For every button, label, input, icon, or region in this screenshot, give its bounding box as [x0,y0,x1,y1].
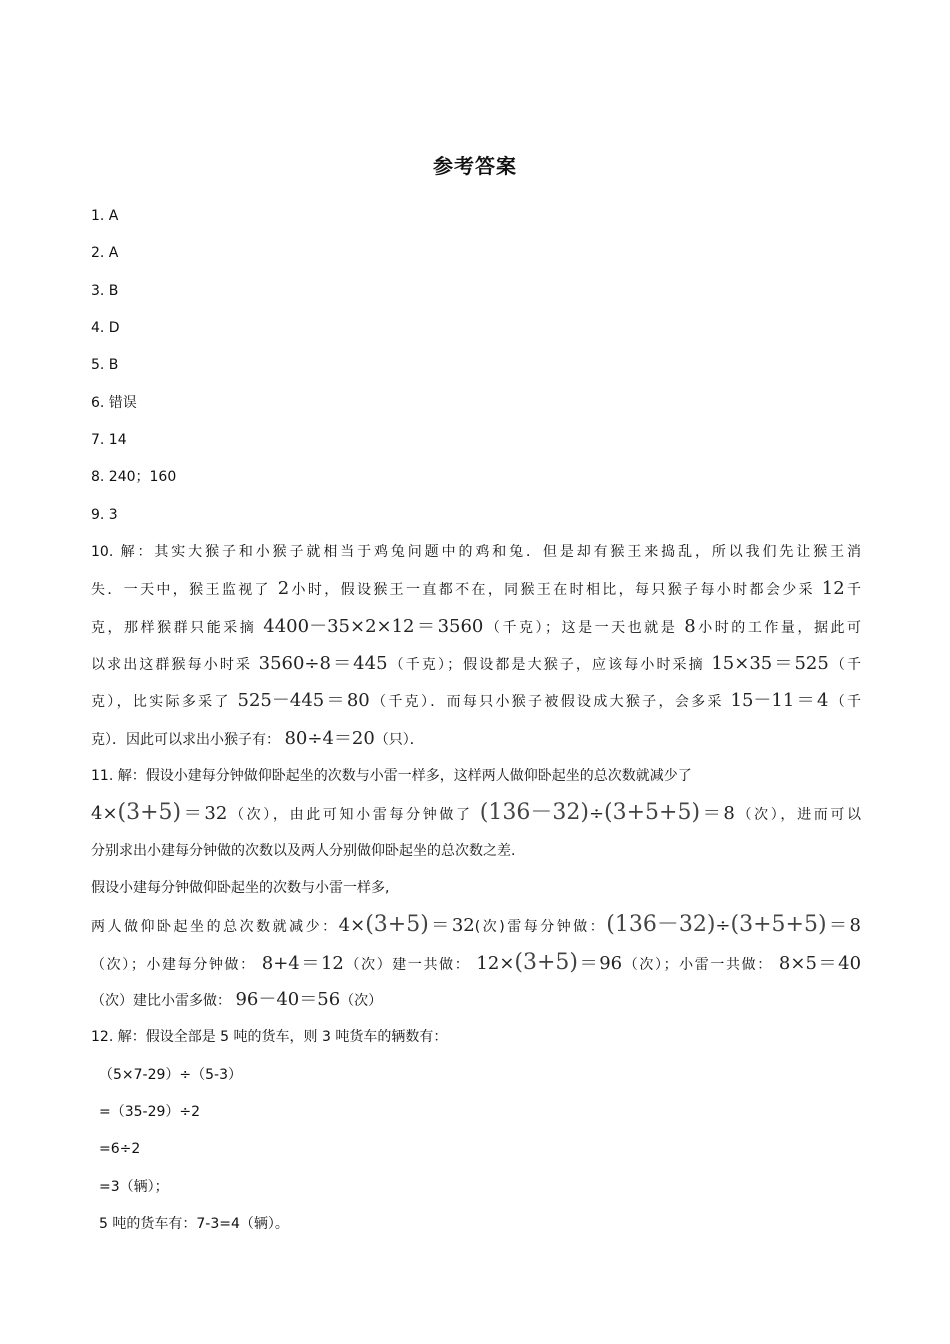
q12-line-4: =6÷2 [99,1141,141,1157]
q10-line-3: 克，那样猴群只能采摘 4400－35×2×12＝3560（千克）；这是一天也就是 8小时的工作量，据此可 [91,616,862,637]
answer-7: 7. 14 [91,432,127,448]
q11-line-5: 两人做仰卧起坐的总次数就减少：4×(3+5)＝32(次)雷每分钟做：(136－32)÷(3+5+5)＝8 [91,912,862,937]
page-title: 参考答案 [433,154,517,178]
q11-line-7: （次）建比小雷多做： 96－40＝56（次） [91,989,383,1010]
answer-8: 8. 240；160 [91,469,177,485]
answer-3: 3. B [91,283,119,299]
q10-line-5: 克），比实际多采了 525－445＝80（千克）．而每只小猴子被假设成大猴子，会多采 15－11＝4（千 [91,690,862,711]
q10-line-4: 以求出这群猴每小时采 3560÷8＝445（千克）；假设都是大猴子，应该每小时采摘 15×35＝525（千 [91,653,862,674]
q12-line-2: （5×7-29）÷（5-3） [99,1067,243,1083]
q11-line-1: 11. 解：假设小建每分钟做仰卧起坐的次数与小雷一样多，这样两人做仰卧起坐的总次数就减少了 [91,768,692,784]
q10-line-6: 克）．因此可以求出小猴子有： 80÷4＝20（只）． [91,728,424,749]
answer-2: 2. A [91,245,119,261]
q11-line-4: 假设小建每分钟做仰卧起坐的次数与小雷一样多, [91,880,390,896]
q12-line-6: 5 吨的货车有：7-3=4（辆）。 [99,1216,289,1232]
q11-line-2: 4×(3+5)＝32（次），由此可知小雷每分钟做了 (136－32)÷(3+5+5)＝8（次），进而可以 [91,800,862,825]
answer-5: 5. B [91,357,119,373]
q11-line-6: （次）；小建每分钟做： 8+4＝12（次）建一共做： 12×(3+5)＝96（次）；小雷一共做： 8×5＝40 [91,950,862,975]
q12-line-1: 12. 解：假设全部是 5 吨的货车，则 3 吨货车的辆数有： [91,1029,448,1045]
answer-9: 9. 3 [91,507,118,523]
q10-line-1: 10. 解：其实大猴子和小猴子就相当于鸡兔问题中的鸡和兔．但是却有猴王来捣乱，所以我们先让猴王消 [91,544,861,560]
answer-6: 6. 错误 [91,395,137,411]
q12-line-3: =（35-29）÷2 [99,1104,201,1120]
q11-line-3: 分别求出小建每分钟做的次数以及两人分别做仰卧起坐的总次数之差. [91,843,516,859]
q10-line-2: 失．一天中，猴王监视了 2小时，假设猴王一直都不在，同猴王在时相比，每只猴子每小时都会少采 12千 [91,578,862,599]
q12-line-5: =3（辆）； [99,1179,169,1195]
answer-1: 1. A [91,208,119,224]
answer-4: 4. D [91,320,120,336]
